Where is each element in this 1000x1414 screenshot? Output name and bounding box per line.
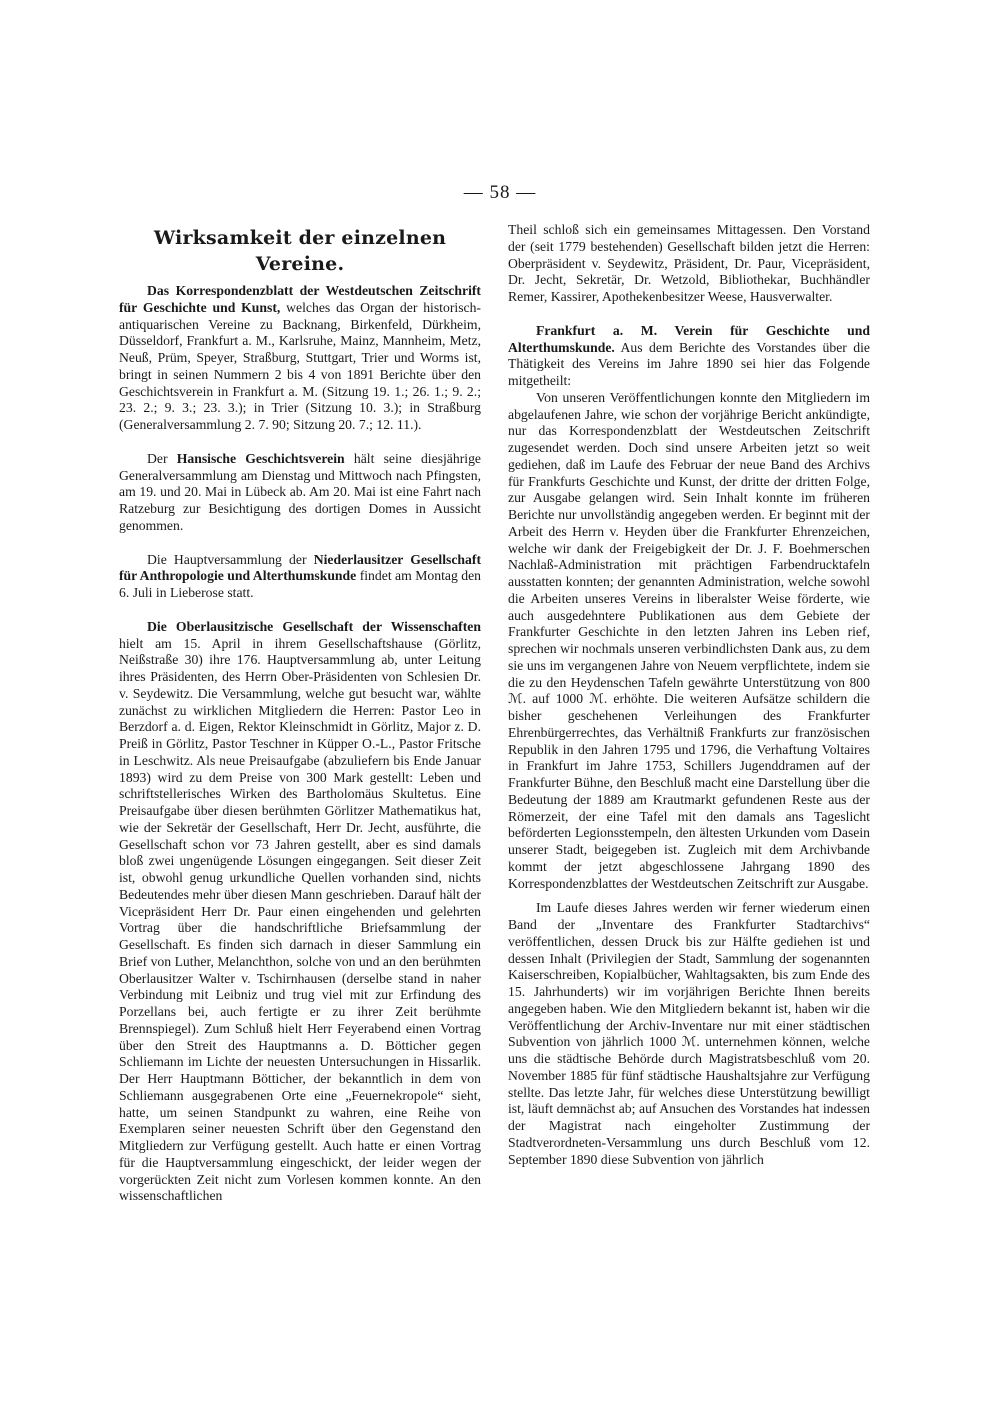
section-heading: Wirksamkeit der einzelnen Vereine. (153, 227, 447, 275)
paragraph-continuation: Theil schloß sich ein gemeinsames Mittagessen. Den Vorstand der (seit 1779 bestehenden) Gesellschaft bilden jetzt die Herren: Oberpräsident v. Seydewitz, Präsident, Dr. Paur, Vicepräsident, Dr. Jecht, Sekretär, Dr. Wetzold, Bibliothekar, Buchhändler Remer, Kassirer, Apothekenbesitzer Weese, Hausverwalter. (508, 222, 870, 304)
paragraph-lead: Die Oberlausitzische Gesellschaft der Wissenschaften (147, 618, 481, 634)
paragraph-oberlausitz (119, 619, 481, 1205)
paragraph-inventare: Im Laufe dieses Jahres werden wir ferner wiederum einen Band der „Inventare des Frankfurter Stadtarchivs“ veröffentlichen, dessen Druck bis zur Hälfte gediehen ist und dessen Inhalt (Privilegien der Stadt, Sammlung der sogenannten Kaiserschreiben, Kopialbücher, Wahltagsakten, bis zum Ende des 15. Jahrhunderts) wir im vorjährigen Berichte Ihnen bereits angegeben haben. Wie den Mitgliedern bekannt ist, haben wir die Veröffentlichung der Archiv-Inventare nur mit einer städtischen Subvention von jährlich 1000 ℳ. unternehmen können, welche uns die städtische Behörde durch Magistratsbeschluß vom 20. November 1885 für fünf städtische Haushaltsjahre zur Verfügung stellte. Das letzte Jahr, für welches diese Unterstützung bewilligt ist, läuft demnächst ab; auf Ansuchen des Vorstandes hat indessen der Magistrat nach eingeholter Zustimmung der Stadtverordneten-Versammlung uns durch Beschluß vom 12. September 1890 diese Subvention von jährlich (508, 900, 870, 1167)
right-column (508, 222, 870, 1168)
left-column (119, 222, 481, 1205)
paragraph-text: hielt am 15. April in ihrem Gesellschaftshause (Görlitz, Neißstraße 30) ihre 176. Hauptversammlung ab, unter Leitung ihres Präsidenten, des Herrn Ober-Präsidenten von Schlesien Dr. v. Seydewitz. Die Versammlung, welche gut besucht war, wählte zunächst zu wirklichen Mitgliedern die Herren: Pastor Leo in Berzdorf a. d. Eigen, Rektor Kleinschmidt in Görlitz, Major z. D. Preiß in Görlitz, Pastor Teschner in Küpper O.-L., Pastor Fritsche in Leschwitz. Als neue Preisaufgabe (abzuliefern bis Ende Januar 1893) wird zu dem Preise von 300 Mark gestellt: Leben und schriftstellerisches Wirken des Bartholomäus Skultetus. Eine Preisaufgabe über diesen berühmten Görlitzer Mathematikus hat, wie der Sekretär der Gesellschaft, Herr Dr. Jecht, ausführte, die Gesellschaft schon vor 73 Jahren gestellt, aber es sind damals bloß zwei ungenügende Lösungen eingegangen. Seit dieser Zeit ist, obwohl genug urkundliche Quellen vorhanden sind, nichts Bedeutendes mehr über diesen Mann geschrieben. Darauf hält der Vicepräsident Herr Dr. Paur einen eingehenden und gelehrten Vortrag über die handschriftliche Briefsammlung der Gesellschaft. Es finden sich darnach in dieser Sammlung ein Brief von Luther, Melanchthon, solche von und an den berühmten Oberlausitzer Walter v. Tschirnhausen (derselbe stand in naher Verbindung mit Leibniz und trug viel mit zur Erfindung des Porzellans bei, auch fertigte er zu ihrer Zeit berühmte Brennspiegel). Zum Schluß hielt Herr Feyerabend einen Vortrag über den Streit des Hauptmanns a. D. Bötticher gegen Schliemann im Lichte der neuesten Untersuchungen in Hissarlik. Der Herr Hauptmann Bötticher, der bekanntlich in dem von Schliemann ausgegrabenen Orte eine „Feuernekropole“ sieht, hatte, um seinen Standpunkt zu wahren, eine Reihe von Exemplaren seiner neuesten Schrift über den Gegenstand den Mitgliedern zur Verfügung gestellt. Auch hatte er einen Vortrag für die Hauptversammlung eingeschickt, der leider wegen der vorgerückten Zeit nicht zum Vorlesen kommen konnte. An den wissenschaftlichen (119, 635, 481, 1204)
paragraph-lead: Das Korrespondenzblatt der Westdeutschen Zeitschrift für Geschichte und Kunst, (119, 283, 481, 315)
paragraph-text: findet am Montag den 6. Juli in Lieberose statt. (119, 568, 481, 600)
paragraph-pre: Der (147, 450, 177, 466)
paragraph-pre: Die Hauptversammlung der (147, 551, 314, 567)
paragraph-frankfurt (508, 323, 870, 390)
paragraph-hansischer-verein (119, 451, 481, 535)
page-number: — 58 — (463, 182, 537, 203)
paragraph-text: hält seine diesjährige Generalversammlung am Dienstag und Mittwoch nach Pfingsten, am 19. und 20. Mai in Lübeck ab. Am 20. Mai ist eine Fahrt nach Ratzeburg zur Besichtigung des dortigen Domes in Aussicht genommen. (119, 450, 481, 533)
paragraph-text: Aus dem Berichte des Vorstandes über die Thätigkeit des Vereins im Jahre 1890 sei hier das Folgende mitgetheilt: (508, 339, 870, 388)
paragraph-lead: Frankfurt a. M. Verein für Geschichte und Alterthumskunde. (508, 322, 870, 355)
paragraph-niederlausitz (119, 552, 481, 602)
paragraph-korrespondenzblatt (119, 283, 481, 434)
paragraph-text: welches das Organ der historisch-antiquarischen Vereine zu Backnang, Birkenfeld, Dürkheim, Düsseldorf, Frankfurt a. M., Karlsruhe, Mainz, Mannheim, Metz, Neuß, Prüm, Speyer, Straßburg, Stuttgart, Trier und Worms ist, bringt in seinen Nummern 2 bis 4 von 1891 Berichte über den Geschichtsverein in Frankfurt a. M. (Sitzung 19. 1.; 26. 1.; 9. 2.; 23. 2.; 9. 3.; 23. 3.); in Trier (Sitzung 10. 3.); in Straßburg (Generalversammlung 2. 7. 90; Sitzung 20. 7.; 12. 11.). (119, 299, 481, 432)
paragraph-lead: Hansische Geschichtsverein (176, 450, 345, 466)
paragraph-veroeffentlichungen: Von unseren Veröffentlichungen konnte den Mitgliedern im abgelaufenen Jahre, wie schon der vorjährige Bericht ankündigte, nur das Korrespondenzblatt der Westdeutschen Zeitschrift zugesendet werden. Doch sind unsere Arbeiten jetzt so weit gediehen, daß im Laufe des Februar der neue Band des Archivs für Frankfurts Geschichte und Kunst, der dritte der dritten Folge, zur Ausgabe gelangen wird. Sein Inhalt konnte im früheren Berichte nur unvollständig angegeben werden. Er beginnt mit der Arbeit des Herrn v. Heyden über die Frankfurter Ehrenzeichen, welche wir dank der Freigebigkeit der Dr. J. F. Boehmerschen Nachlaß-Administration mit prächtigen Farbendrucktafeln ausstatten konnten; der genannten Administration, welche sowohl die Arbeiten unseres Vereins in liberalster Weise förderte, wie auch ausgedehntere Publikationen aus dem Gebiete der Frankfurter Geschichte in den letzten Jahren ins Leben rief, sprechen wir nochmals unseren verbindlichsten Dank aus, zu dem sie uns im vergangenen Jahre von Neuem verpflichtete, indem sie die zu den Heydenschen Tafeln gewährte Unterstützung von 800 ℳ. auf 1000 ℳ. erhöhte. Die weiteren Aufsätze schildern die bisher geschehenen Verleihungen des Frankfurter Ehrenbürgerrechtes, das Verhältniß Frankfurts zur französischen Republik in den Jahren 1795 und 1796, die Verhaftung Voltaires in Frankfurt im Jahre 1753, Schillers Jugenddramen auf der Frankfurter Bühne, den Beschluß macht eine Darstellung über die Bedeutung der 1889 am Krautmarkt gefundenen Reste aus der Römerzeit, der eine Tafel mit den damals ans Tageslicht beförderten Legionsstempeln, den ältesten Urkunden vom Dasein unserer Stadt, beigegeben ist. Zugleich mit dem Archivbande kommt der jetzt abgeschlossene Jahrgang 1890 des Korrespondenzblattes der Westdeutschen Zeitschrift zur Ausgabe. (508, 389, 870, 891)
paragraph-lead: Niederlausitzer Gesellschaft für Anthropologie und Alterthumskunde (119, 551, 482, 584)
